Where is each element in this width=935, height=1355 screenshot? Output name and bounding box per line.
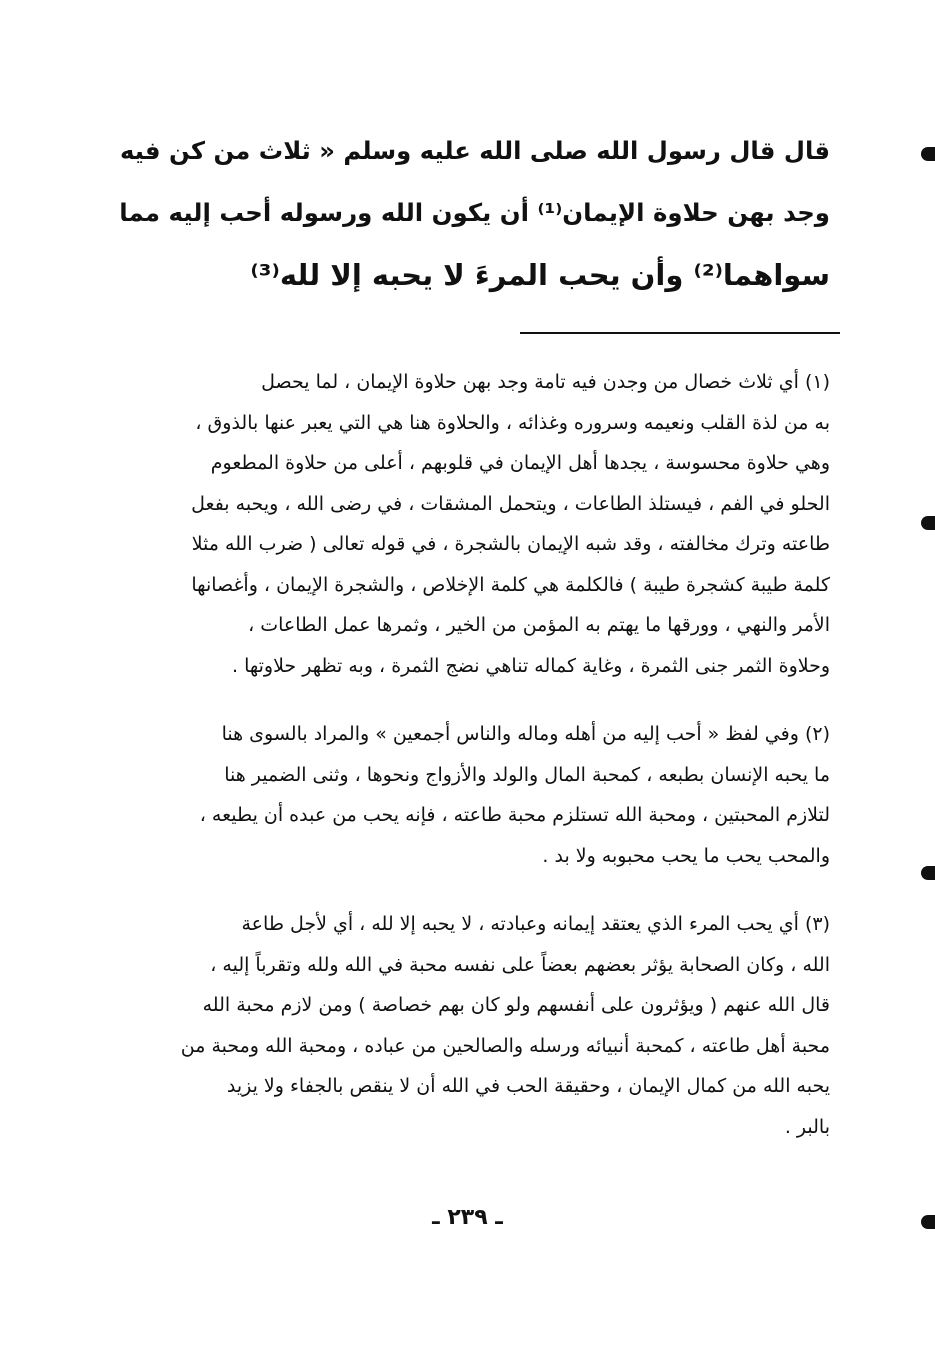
footnote-line: (٢) وفي لفظ « أحب إليه من أهله وماله والناس أجمعين » والمراد بالسوى هنا [221,723,830,745]
footnote-line: (٣) أي يحب المرء الذي يعتقد إيمانه وعبادته ، لا يحبه إلا لله ، أي لأجل طاعة [241,913,830,935]
scan-edge-mark [921,866,935,880]
scan-edge-mark [921,516,935,530]
footnote-line: محبة أهل طاعته ، كمحبة أنبيائه ورسله والصالحين من عباده ، ومحبة الله ومحبة من [180,1034,830,1057]
hadith-line: وجد بهن حلاوة الإيمان⁽¹⁾ أن يكون الله ورسوله أحب إليه مما [119,198,830,227]
footnote-line: كلمة طيبة كشجرة طيبة ) فالكلمة هي كلمة الإخلاص ، والشجرة الإيمان ، وأغصانها [191,573,830,596]
footnote-line: والمحب يحب ما يحب محبوبه ولا بد . [542,844,830,867]
footnote-line: وحلاوة الثمر جنى الثمرة ، وغاية كماله تناهي نضج الثمرة ، وبه تظهر حلاوتها . [232,654,830,677]
footnote-line: الحلو في الفم ، فيستلذ الطاعات ، ويتحمل المشقات ، في رضى الله ، ويحبه بفعل [191,492,830,515]
footnote-line: (١) أي ثلاث خصال من وجدن فيه تامة وجد بهن حلاوة الإيمان ، لما يحصل [261,371,830,393]
footnote-line: لتلازم المحبتين ، ومحبة الله تستلزم محبة طاعته ، فإنه يحب من عبده أن يطيعه ، [199,804,830,826]
footnote-line: بالبر . [784,1115,830,1138]
footnote-line: الله ، وكان الصحابة يؤثر بعضهم بعضاً على نفسه محبة في الله ولله وتقرباً إليه ، [210,953,830,976]
footnote-line: طاعته وترك مخالفته ، وقد شبه الإيمان بالشجرة ، في قوله تعالى ( ضرب الله مثلا [191,533,830,555]
footnote-line: به من لذة القلب ونعيمه وسروره وغذائه ، والحلاوة هنا هي التي يعبر عنها بالذوق ، [195,411,830,434]
footnote-line: قال الله عنهم ( ويؤثرون على أنفسهم ولو كان بهم خصاصة ) ومن لازم محبة الله [202,994,830,1016]
scan-edge-mark [921,1215,935,1229]
footnote-line: ما يحبه الإنسان بطبعه ، كمحبة المال والولد والأزواج ونحوها ، وثنى الضمير هنا [224,763,830,786]
footnote-line: الأمر والنهي ، وورقها ما يهتم به المؤمن من الخير ، وثمرها عمل الطاعات ، [248,614,830,636]
footnote-1 [105,362,830,686]
footnote-separator [520,332,840,334]
hadith-line: قال قال رسول الله صلى الله عليه وسلم « ثلاث من كن فيه [120,136,830,165]
scan-edge-mark [921,147,935,161]
footnote-line: وهي حلاوة محسوسة ، يجدها أهل الإيمان في قلوبهم ، أعلى من حلاوة المطعوم [210,452,830,474]
footnote-line: يحبه الله من كمال الإيمان ، وحقيقة الحب في الله أن لا ينقص بالجفاء ولا يزيد [226,1075,830,1097]
footnote-3 [105,904,830,1147]
page-number: ـ ٢٣٩ ـ [432,1205,503,1230]
footnote-2 [105,714,830,876]
hadith-text [105,120,830,306]
footnotes-section [105,362,830,1175]
hadith-line: سواهما⁽²⁾ وأن يحب المرءَ لا يحبه إلا لله⁽³⁾ [250,258,830,292]
